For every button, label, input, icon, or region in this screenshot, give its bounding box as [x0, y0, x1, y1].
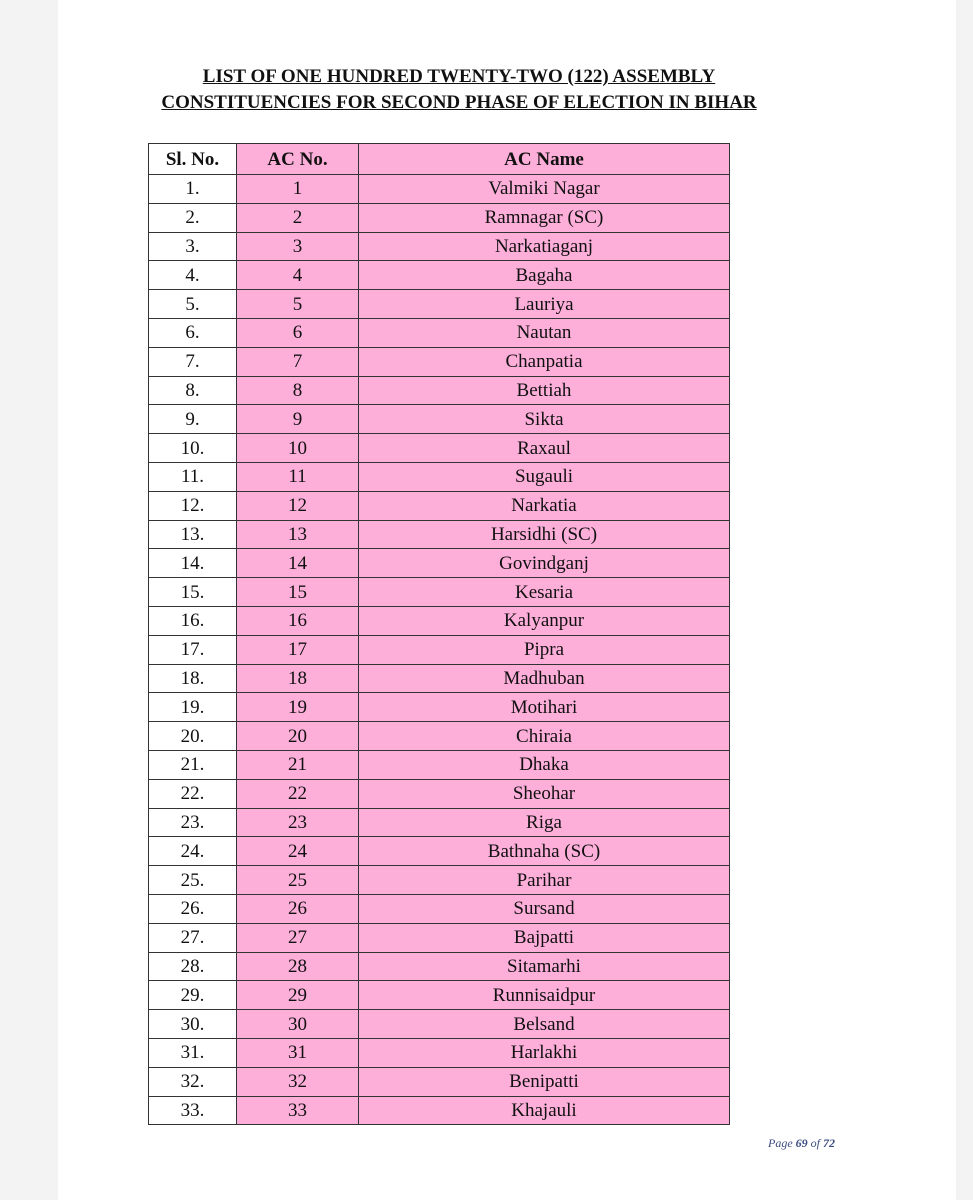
table-row — [149, 232, 730, 261]
cell-ac-no: 24 — [237, 837, 359, 866]
cell-sl-no: 26. — [149, 894, 237, 923]
cell-ac-no: 15 — [237, 578, 359, 607]
cell-ac-name: Sugauli — [359, 462, 730, 491]
cell-sl-no: 21. — [149, 750, 237, 779]
table-row — [149, 606, 730, 635]
cell-ac-name: Sursand — [359, 894, 730, 923]
cell-ac-no: 20 — [237, 722, 359, 751]
cell-sl-no: 27. — [149, 923, 237, 952]
cell-ac-name: Narkatia — [359, 491, 730, 520]
cell-ac-no: 31 — [237, 1038, 359, 1067]
table-row — [149, 894, 730, 923]
cell-ac-name: Pipra — [359, 635, 730, 664]
cell-sl-no: 11. — [149, 462, 237, 491]
table-row — [149, 175, 730, 204]
page-current: 69 — [795, 1136, 808, 1150]
cell-sl-no: 15. — [149, 578, 237, 607]
table-row — [149, 779, 730, 808]
constituency-table — [148, 143, 730, 1125]
cell-sl-no: 20. — [149, 722, 237, 751]
table-row — [149, 578, 730, 607]
cell-sl-no: 12. — [149, 491, 237, 520]
cell-sl-no: 1. — [149, 175, 237, 204]
table-row — [149, 923, 730, 952]
cell-ac-name: Bagaha — [359, 261, 730, 290]
cell-ac-name: Benipatti — [359, 1067, 730, 1096]
cell-sl-no: 31. — [149, 1038, 237, 1067]
table-row — [149, 1010, 730, 1039]
cell-ac-name: Kesaria — [359, 578, 730, 607]
page-title — [0, 64, 918, 116]
cell-sl-no: 5. — [149, 290, 237, 319]
table-row — [149, 1096, 730, 1125]
cell-sl-no: 30. — [149, 1010, 237, 1039]
cell-sl-no: 7. — [149, 347, 237, 376]
cell-sl-no: 9. — [149, 405, 237, 434]
cell-ac-name: Dhaka — [359, 750, 730, 779]
cell-ac-name: Khajauli — [359, 1096, 730, 1125]
table-row — [149, 750, 730, 779]
cell-ac-name: Govindganj — [359, 549, 730, 578]
cell-ac-name: Chiraia — [359, 722, 730, 751]
table-row — [149, 318, 730, 347]
table-row — [149, 1038, 730, 1067]
table-row — [149, 635, 730, 664]
cell-ac-no: 7 — [237, 347, 359, 376]
cell-ac-name: Runnisaidpur — [359, 981, 730, 1010]
cell-ac-no: 2 — [237, 203, 359, 232]
cell-ac-no: 5 — [237, 290, 359, 319]
title-line-2: CONSTITUENCIES FOR SECOND PHASE OF ELECTION IN BIHAR — [161, 92, 757, 113]
cell-sl-no: 4. — [149, 261, 237, 290]
page-total: 72 — [823, 1136, 835, 1150]
table-row — [149, 664, 730, 693]
page-word: Page — [768, 1136, 793, 1150]
cell-ac-no: 19 — [237, 693, 359, 722]
table-row — [149, 981, 730, 1010]
cell-ac-name: Kalyanpur — [359, 606, 730, 635]
cell-sl-no: 19. — [149, 693, 237, 722]
cell-ac-no: 8 — [237, 376, 359, 405]
cell-ac-name: Madhuban — [359, 664, 730, 693]
cell-ac-name: Harlakhi — [359, 1038, 730, 1067]
cell-ac-no: 21 — [237, 750, 359, 779]
cell-ac-no: 16 — [237, 606, 359, 635]
table-row — [149, 952, 730, 981]
cell-ac-name: Bettiah — [359, 376, 730, 405]
cell-ac-name: Nautan — [359, 318, 730, 347]
cell-ac-no: 27 — [237, 923, 359, 952]
cell-ac-no: 11 — [237, 462, 359, 491]
cell-sl-no: 16. — [149, 606, 237, 635]
cell-ac-no: 30 — [237, 1010, 359, 1039]
cell-ac-no: 13 — [237, 520, 359, 549]
table-row — [149, 520, 730, 549]
cell-sl-no: 17. — [149, 635, 237, 664]
cell-sl-no: 29. — [149, 981, 237, 1010]
cell-sl-no: 33. — [149, 1096, 237, 1125]
table-row — [149, 405, 730, 434]
table-row — [149, 434, 730, 463]
cell-ac-name: Sikta — [359, 405, 730, 434]
cell-sl-no: 32. — [149, 1067, 237, 1096]
page-number — [768, 1136, 835, 1151]
table-header-row — [149, 144, 730, 175]
cell-ac-no: 29 — [237, 981, 359, 1010]
cell-sl-no: 24. — [149, 837, 237, 866]
cell-ac-name: Valmiki Nagar — [359, 175, 730, 204]
table-row — [149, 203, 730, 232]
cell-ac-no: 12 — [237, 491, 359, 520]
cell-sl-no: 13. — [149, 520, 237, 549]
cell-ac-no: 14 — [237, 549, 359, 578]
title-line-1: LIST OF ONE HUNDRED TWENTY-TWO (122) ASSEMBLY — [202, 66, 716, 87]
cell-ac-name: Narkatiaganj — [359, 232, 730, 261]
table-row — [149, 261, 730, 290]
cell-ac-name: Bathnaha (SC) — [359, 837, 730, 866]
cell-ac-no: 33 — [237, 1096, 359, 1125]
cell-sl-no: 23. — [149, 808, 237, 837]
cell-ac-no: 25 — [237, 866, 359, 895]
cell-ac-no: 22 — [237, 779, 359, 808]
cell-ac-no: 4 — [237, 261, 359, 290]
cell-ac-no: 1 — [237, 175, 359, 204]
cell-ac-name: Raxaul — [359, 434, 730, 463]
cell-ac-name: Riga — [359, 808, 730, 837]
cell-sl-no: 8. — [149, 376, 237, 405]
cell-ac-no: 3 — [237, 232, 359, 261]
cell-ac-no: 28 — [237, 952, 359, 981]
cell-ac-name: Parihar — [359, 866, 730, 895]
cell-sl-no: 22. — [149, 779, 237, 808]
table-row — [149, 347, 730, 376]
cell-ac-no: 6 — [237, 318, 359, 347]
cell-ac-name: Chanpatia — [359, 347, 730, 376]
cell-ac-no: 18 — [237, 664, 359, 693]
cell-sl-no: 3. — [149, 232, 237, 261]
of-word: of — [810, 1136, 820, 1150]
table-row — [149, 837, 730, 866]
table-row — [149, 693, 730, 722]
cell-ac-no: 23 — [237, 808, 359, 837]
cell-sl-no: 2. — [149, 203, 237, 232]
cell-ac-no: 10 — [237, 434, 359, 463]
cell-sl-no: 25. — [149, 866, 237, 895]
cell-ac-name: Bajpatti — [359, 923, 730, 952]
cell-sl-no: 14. — [149, 549, 237, 578]
table-row — [149, 290, 730, 319]
table-row — [149, 722, 730, 751]
table-row — [149, 491, 730, 520]
table-row — [149, 549, 730, 578]
table-row — [149, 808, 730, 837]
cell-ac-no: 32 — [237, 1067, 359, 1096]
cell-ac-name: Sitamarhi — [359, 952, 730, 981]
cell-ac-name: Harsidhi (SC) — [359, 520, 730, 549]
cell-sl-no: 18. — [149, 664, 237, 693]
cell-ac-name: Motihari — [359, 693, 730, 722]
cell-sl-no: 6. — [149, 318, 237, 347]
cell-ac-name: Lauriya — [359, 290, 730, 319]
table-row — [149, 1067, 730, 1096]
cell-ac-name: Belsand — [359, 1010, 730, 1039]
header-ac-name: AC Name — [359, 144, 730, 175]
header-sl-no: Sl. No. — [149, 144, 237, 175]
cell-ac-name: Ramnagar (SC) — [359, 203, 730, 232]
table-row — [149, 462, 730, 491]
cell-ac-name: Sheohar — [359, 779, 730, 808]
cell-ac-no: 17 — [237, 635, 359, 664]
cell-ac-no: 9 — [237, 405, 359, 434]
cell-ac-no: 26 — [237, 894, 359, 923]
cell-sl-no: 28. — [149, 952, 237, 981]
table-row — [149, 866, 730, 895]
table-row — [149, 376, 730, 405]
header-ac-no: AC No. — [237, 144, 359, 175]
cell-sl-no: 10. — [149, 434, 237, 463]
